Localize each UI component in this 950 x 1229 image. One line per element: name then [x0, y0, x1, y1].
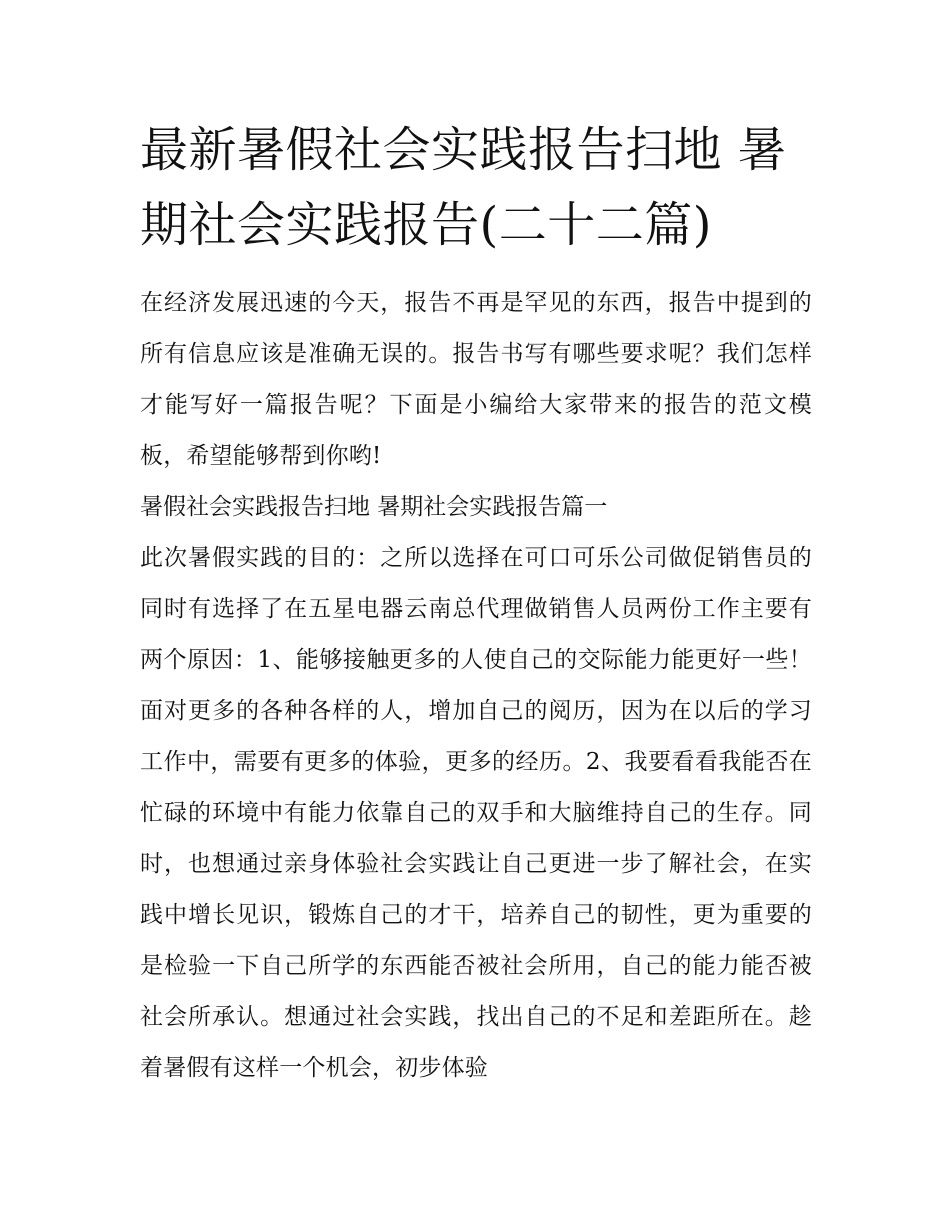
document-title: 最新暑假社会实践报告扫地 暑 期社会实践报告(二十二篇) — [140, 122, 787, 253]
body-paragraph: 此次暑假实践的目的：之所以选择在可口可乐公司做促销售员的同时有选择了在五星电器云南总代理做销售人员两份工作主要有两个原因：1、能够接触更多的人使自己的交际能力能更好一些！面对更多的各种各样的人，增加自己的阅历，因为在以后的学习工作中，需要有更多的体验，更多的经历。2、我要看看我能否在忙碌的环境中有能力依靠自己的双手和大脑维持自己的生存。同时，也想通过亲身体验社会实践让自己更进一步了解社会，在实践中增长见识，锻炼自己的才干，培养自己的韧性，更为重要的是检验一下自己所学的东西能否被社会所用，自己的能力能否被社会所承认。想通过社会实践，找出自己的不足和差距所在。趁着暑假有这样一个机会，初步体验 — [140, 545, 812, 1081]
intro-paragraph: 在经济发展迅速的今天，报告不再是罕见的东西，报告中提到的所有信息应该是准确无误的。报告书写有哪些要求呢？我们怎样才能写好一篇报告呢？下面是小编给大家带来的报告的范文模板，希望能够帮到你哟! — [140, 290, 812, 469]
document-content — [140, 113, 812, 1094]
section-heading: 暑假社会实践报告扫地 暑期社会实践报告篇一 — [140, 494, 608, 520]
